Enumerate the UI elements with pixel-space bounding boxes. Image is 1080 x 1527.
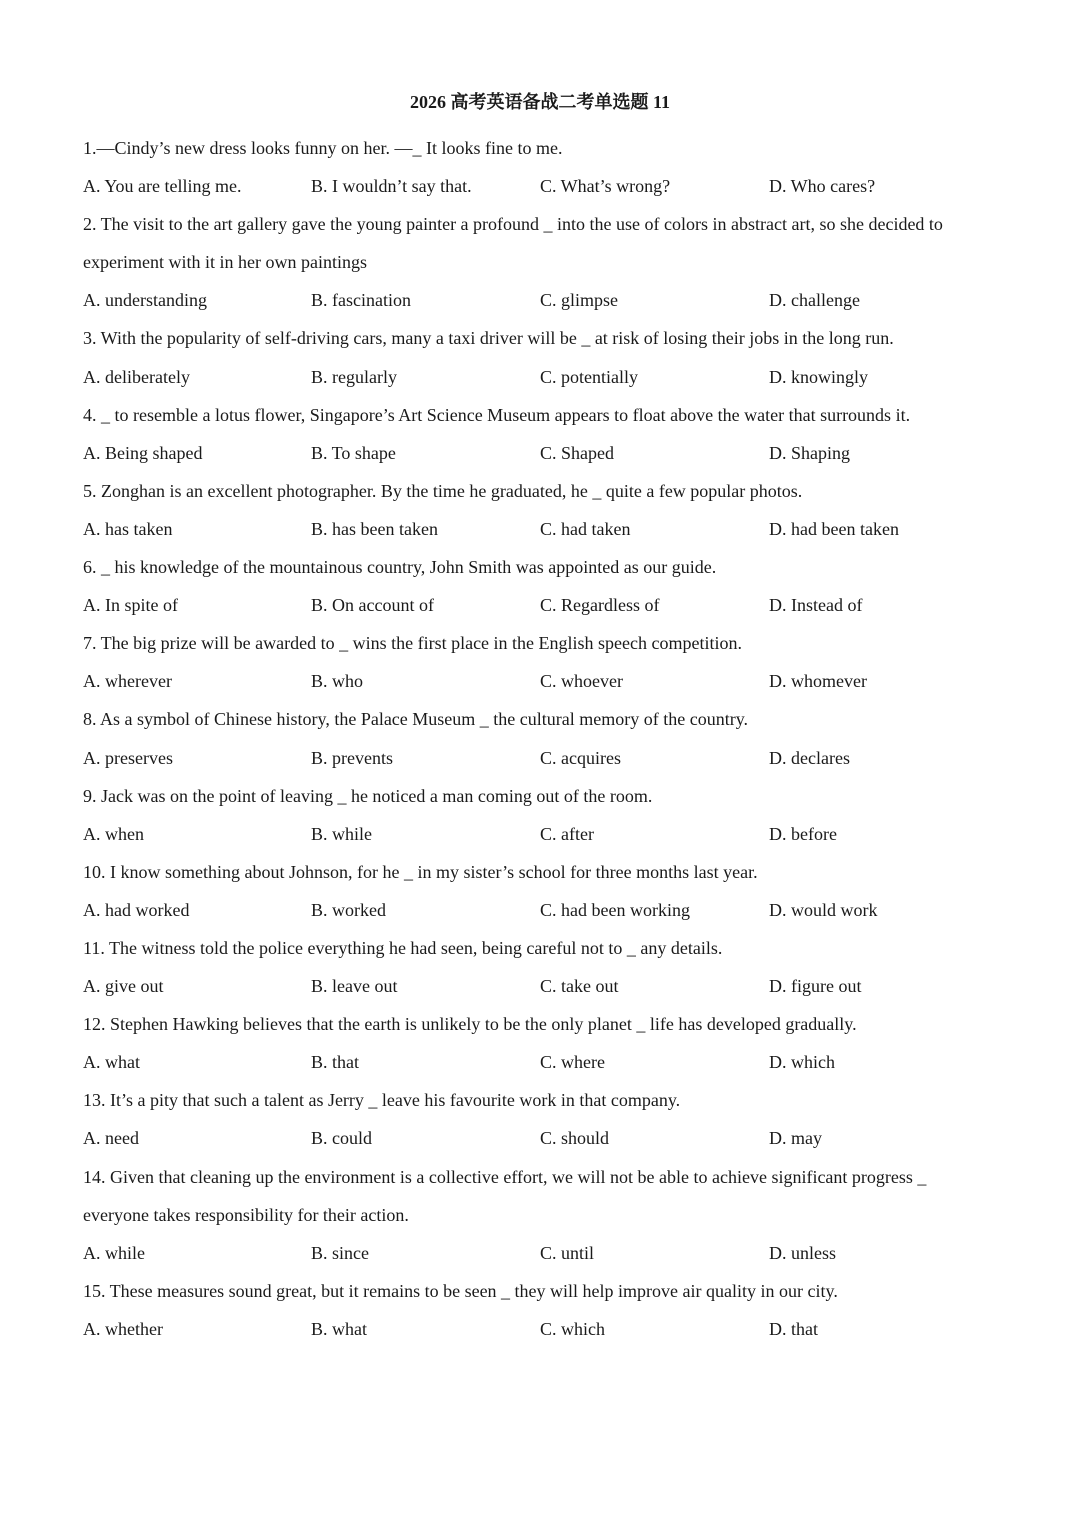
option-b: B. regularly [311,366,397,387]
question-text: 12. Stephen Hawking believes that the earth is unlikely to be the only planet _ life has developed gradually. [83,1014,857,1035]
question-text: 11. The witness told the police everything he had seen, being careful not to _ any details. [83,937,723,958]
option-c: C. acquires [540,747,621,768]
question-text: experiment with it in her own paintings [83,252,367,273]
option-b: B. that [311,1052,359,1073]
question [83,319,1003,395]
question-text: 2. The visit to the art gallery gave the young painter a profound _ into the use of colors in abstract art, so she decided to [83,214,943,235]
question-text: 10. I know something about Johnson, for he _ in my sister’s school for three months last year. [83,861,758,882]
answer-options [83,358,1003,396]
option-b: B. On account of [311,595,434,616]
option-c: C. had taken [540,518,631,539]
option-d: D. challenge [769,290,860,311]
question [83,129,1003,205]
option-d: D. Instead of [769,595,863,616]
option-d: D. figure out [769,976,862,997]
answer-options [83,434,1003,472]
answer-options [83,281,1003,319]
option-d: D. would work [769,899,878,920]
question [83,1081,1003,1157]
option-b: B. what [311,1318,367,1339]
option-d: D. unless [769,1242,836,1263]
question [83,1272,1003,1348]
option-c: C. had been working [540,899,690,920]
question [83,853,1003,929]
question-list [83,129,1003,1348]
question-text: 4. _ to resemble a lotus flower, Singapore’s Art Science Museum appears to float above the water that surrounds it. [83,404,911,425]
option-a: A. give out [83,976,164,997]
option-a: A. understanding [83,290,207,311]
option-a: A. wherever [83,671,172,692]
answer-options [83,510,1003,548]
question [83,205,1003,319]
option-a: A. deliberately [83,366,190,387]
question-text: 6. _ his knowledge of the mountainous country, John Smith was appointed as our guide. [83,557,717,578]
option-b: B. who [311,671,364,692]
question-text: 9. Jack was on the point of leaving _ he noticed a man coming out of the room. [83,785,653,806]
question [83,396,1003,472]
question [83,472,1003,548]
answer-options [83,739,1003,777]
option-c: C. Regardless of [540,595,660,616]
question-text: 13. It’s a pity that such a talent as Jerry _ leave his favourite work in that company. [83,1090,681,1111]
question-text: 15. These measures sound great, but it remains to be seen _ they will help improve air quality in our city. [83,1280,838,1301]
option-b: B. prevents [311,747,393,768]
question-text: everyone takes responsibility for their action. [83,1204,409,1225]
option-b: B. while [311,823,372,844]
option-c: C. glimpse [540,290,619,311]
option-c: C. which [540,1318,605,1339]
option-c: C. until [540,1242,595,1263]
question [83,1158,1003,1272]
option-d: D. had been taken [769,518,899,539]
answer-options [83,891,1003,929]
option-b: B. since [311,1242,369,1263]
option-c: C. should [540,1128,610,1149]
option-b: B. has been taken [311,518,438,539]
question-text: 7. The big prize will be awarded to _ wins the first place in the English speech competition. [83,633,742,654]
option-c: C. take out [540,976,619,997]
option-a: A. preserves [83,747,173,768]
option-d: D. declares [769,747,850,768]
question-text: 8. As a symbol of Chinese history, the Palace Museum _ the cultural memory of the country. [83,709,749,730]
question [83,624,1003,700]
option-d: D. that [769,1318,818,1339]
option-d: D. Who cares? [769,176,876,197]
option-a: A. whether [83,1318,163,1339]
page-title: 2026 高考英语备战二考单选题 11 [409,92,670,112]
answer-options [83,662,1003,700]
option-a: A. had worked [83,899,190,920]
option-c: C. after [540,823,594,844]
option-b: B. leave out [311,976,398,997]
option-a: A. Being shaped [83,442,203,463]
option-d: D. Shaping [769,442,850,463]
answer-options [83,586,1003,624]
option-c: C. where [540,1052,605,1073]
question [83,700,1003,776]
answer-options [83,1234,1003,1272]
option-b: B. I wouldn’t say that. [311,176,472,197]
question [83,777,1003,853]
option-b: B. To shape [311,442,396,463]
answer-options [83,1119,1003,1157]
option-b: B. worked [311,899,386,920]
option-a: A. while [83,1242,145,1263]
option-d: D. may [769,1128,822,1149]
option-c: C. whoever [540,671,623,692]
question [83,548,1003,624]
option-a: A. when [83,823,144,844]
option-d: D. which [769,1052,835,1073]
answer-options [83,815,1003,853]
option-d: D. knowingly [769,366,868,387]
option-a: A. has taken [83,518,173,539]
option-c: C. potentially [540,366,638,387]
option-a: A. need [83,1128,139,1149]
question-text: 5. Zonghan is an excellent photographer. By the time he graduated, he _ quite a few popular photos. [83,480,803,501]
option-d: D. before [769,823,837,844]
option-d: D. whomever [769,671,867,692]
answer-options [83,1043,1003,1081]
question [83,929,1003,1005]
option-c: C. Shaped [540,442,614,463]
question-text: 3. With the popularity of self-driving cars, many a taxi driver will be _ at risk of losing their jobs in the long run. [83,328,894,349]
answer-options [83,1310,1003,1348]
option-c: C. What’s wrong? [540,176,671,197]
option-a: A. In spite of [83,595,178,616]
question-text: 1.—Cindy’s new dress looks funny on her. —_ It looks fine to me. [83,138,563,158]
option-a: A. what [83,1052,140,1073]
option-a: A. You are telling me. [83,176,242,197]
answer-options [83,967,1003,1005]
option-b: B. fascination [311,290,411,311]
option-b: B. could [311,1128,372,1149]
question-text: 14. Given that cleaning up the environment is a collective effort, we will not be able to achieve significant progress _ [83,1166,927,1187]
answer-options [83,167,1003,205]
question [83,1005,1003,1081]
